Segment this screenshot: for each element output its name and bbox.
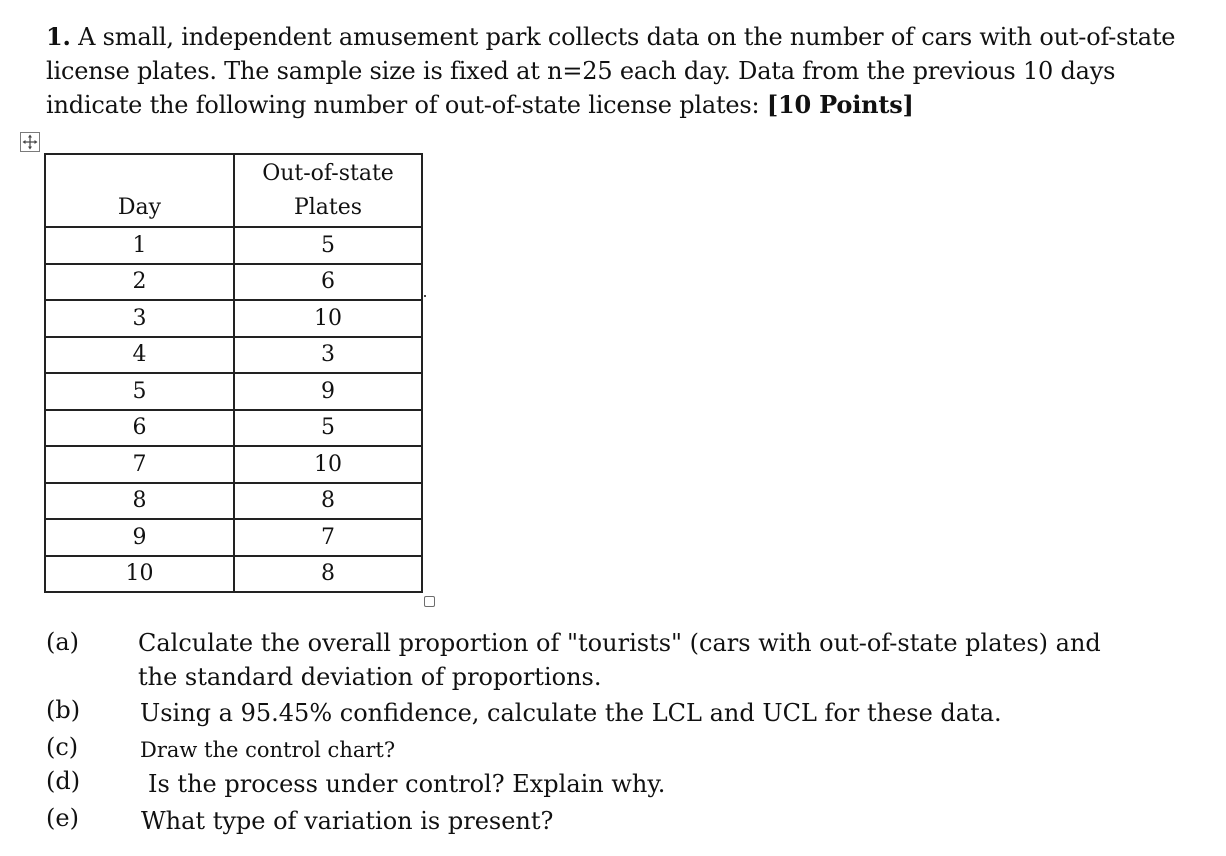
table-row: [45, 483, 422, 520]
cell-plates: 5: [234, 227, 422, 264]
part-c: [46, 733, 1196, 767]
sub-questions: [46, 626, 1196, 840]
cell-plates: 8: [234, 483, 422, 520]
cell-plates: 10: [234, 300, 422, 337]
part-label: (b): [46, 696, 81, 724]
part-e: [46, 804, 1196, 840]
question-number: 1.: [46, 22, 71, 51]
part-text: Using a 95.45% confidence, calculate the LCL and UCL for these data.: [140, 699, 1002, 727]
header-plates: Out-of-state Plates: [234, 154, 422, 227]
table-row: [45, 373, 422, 410]
part-a: [46, 626, 1196, 696]
table-row: [45, 446, 422, 483]
cell-plates: 7: [234, 519, 422, 556]
question-points: [10 Points]: [766, 90, 914, 119]
table-row: [45, 519, 422, 556]
row-end-marker: [424, 295, 426, 297]
part-label: (c): [46, 733, 79, 761]
table-row: [45, 556, 422, 593]
cell-day: 8: [45, 483, 234, 520]
table-row: [45, 227, 422, 264]
cell-day: 6: [45, 410, 234, 447]
cell-plates: 6: [234, 264, 422, 301]
part-text: What type of variation is present?: [141, 807, 554, 835]
cell-plates: 9: [234, 373, 422, 410]
cell-plates: 10: [234, 446, 422, 483]
table-row: [45, 300, 422, 337]
part-text: Calculate the overall proportion of "tourists" (cars with out-of-state plates) and the standard deviation of proportions.: [138, 629, 1101, 691]
part-d: [46, 767, 1196, 804]
cell-day: 2: [45, 264, 234, 301]
part-label: (a): [46, 628, 80, 656]
data-table: [44, 153, 423, 593]
question-text-block: [46, 20, 1196, 122]
cell-plates: 3: [234, 337, 422, 374]
table-row: [45, 264, 422, 301]
cell-plates: 5: [234, 410, 422, 447]
part-label: (d): [46, 767, 81, 795]
question-body: A small, independent amusement park collects data on the number of cars with out-of-state license plates. The sample size is fixed at n=25 each day. Data from the previous 10 days indicate the following number of out-of-state license plates:: [46, 23, 1176, 119]
part-b: [46, 696, 1196, 733]
part-text: Is the process under control? Explain why.: [148, 770, 666, 798]
table-row: [45, 337, 422, 374]
cell-day: 10: [45, 556, 234, 593]
cell-day: 7: [45, 446, 234, 483]
move-arrows-icon[interactable]: [20, 132, 40, 152]
cell-day: 9: [45, 519, 234, 556]
part-label: (e): [46, 804, 79, 832]
cell-day: 5: [45, 373, 234, 410]
part-text: Draw the control chart?: [140, 738, 396, 762]
cell-plates: 8: [234, 556, 422, 593]
resize-square-icon[interactable]: [424, 596, 435, 607]
cell-day: 4: [45, 337, 234, 374]
cell-day: 3: [45, 300, 234, 337]
table-row: [45, 410, 422, 447]
header-day: Day: [45, 154, 234, 227]
cell-day: 1: [45, 227, 234, 264]
table-header-row: [45, 154, 422, 227]
